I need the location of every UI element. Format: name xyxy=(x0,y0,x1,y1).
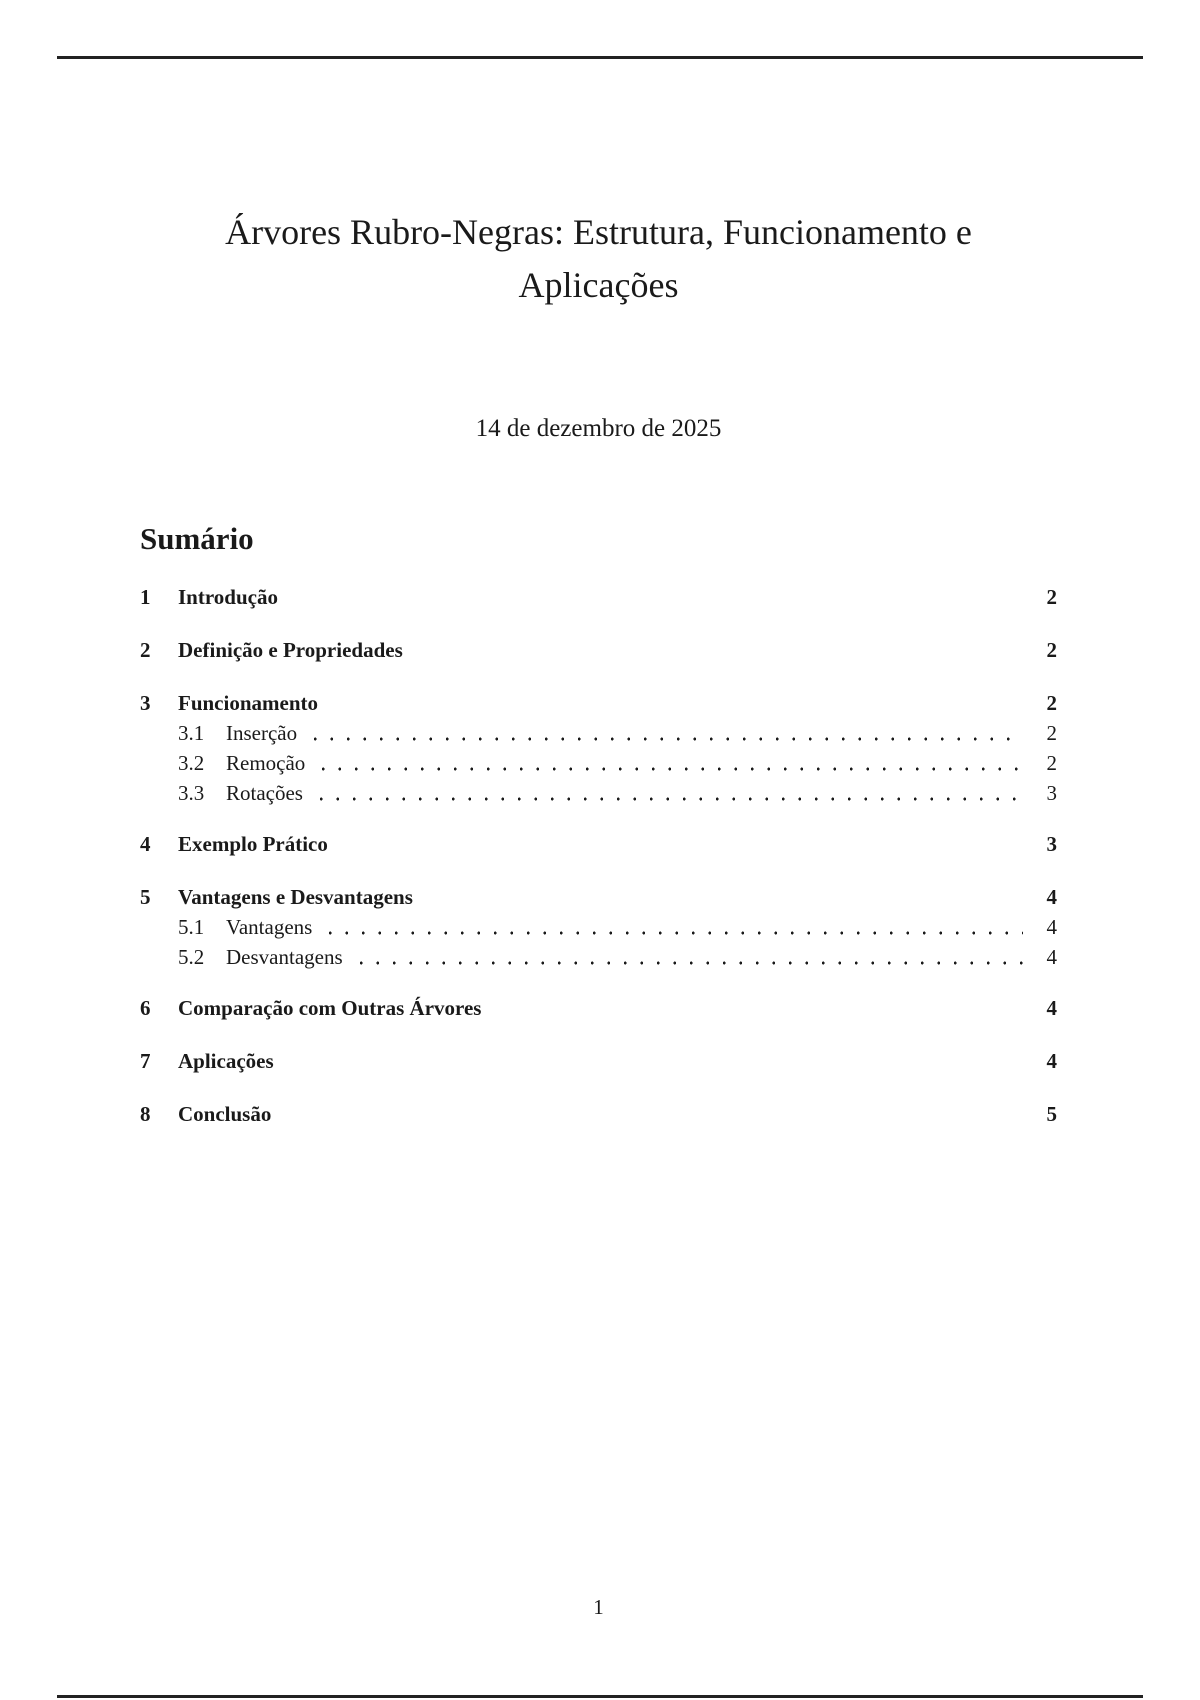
toc-entry[interactable] xyxy=(140,945,1057,970)
toc-leader-dots-icon xyxy=(338,847,1023,853)
toc-entry[interactable] xyxy=(140,638,1057,663)
toc-entry-page: 2 xyxy=(1046,691,1057,715)
toc-leader-dots-icon xyxy=(423,900,1023,906)
toc-entry[interactable] xyxy=(140,585,1057,610)
footer-page-number: 1 xyxy=(593,1595,604,1619)
toc-entry-label: Vantagens xyxy=(226,915,313,939)
toc-entry-label: Remoção xyxy=(226,751,306,775)
toc-leader-dots-icon xyxy=(353,960,1023,966)
toc-entry-label: Conclusão xyxy=(178,1102,272,1126)
toc-entry-page: 2 xyxy=(1046,751,1057,775)
toc-entry-label: Definição e Propriedades xyxy=(178,638,403,662)
toc-entry[interactable] xyxy=(140,915,1057,940)
toc-entry-number: 5.1 xyxy=(178,915,205,939)
toc-entry-page: 5 xyxy=(1046,1102,1057,1126)
toc-entry-number: 3.2 xyxy=(178,751,205,775)
toc-entry-number: 5.2 xyxy=(178,945,205,969)
footer-rule xyxy=(57,1695,1143,1698)
toc-entry-label: Rotações xyxy=(226,781,303,805)
toc-entry-label: Funcionamento xyxy=(178,691,319,715)
toc-leader-dots-icon xyxy=(284,1064,1023,1070)
toc-entry[interactable] xyxy=(140,885,1057,910)
toc-entry-number: 1 xyxy=(140,585,151,609)
toc-heading: Sumário xyxy=(140,521,254,556)
toc-entry-page: 2 xyxy=(1046,721,1057,745)
table-of-contents xyxy=(140,583,1057,1127)
toc-entry-number: 7 xyxy=(140,1049,151,1073)
toc-entry[interactable] xyxy=(140,691,1057,716)
toc-leader-dots-icon xyxy=(288,600,1023,606)
toc-entry[interactable] xyxy=(140,1049,1057,1074)
toc-leader-dots-icon xyxy=(322,930,1023,936)
toc-entry-page: 3 xyxy=(1046,832,1057,856)
toc-entry-number: 3.1 xyxy=(178,721,205,745)
document-date: 14 de dezembro de 2025 xyxy=(475,415,722,442)
toc-entry-number: 5 xyxy=(140,885,151,909)
toc-entry-page: 4 xyxy=(1046,945,1057,969)
toc-entry-number: 4 xyxy=(140,832,151,856)
toc-entry-page: 4 xyxy=(1046,885,1057,909)
toc-leader-dots-icon xyxy=(281,1117,1023,1123)
toc-entry-page: 4 xyxy=(1046,1049,1057,1073)
toc-entry-number: 8 xyxy=(140,1102,151,1126)
toc-entry[interactable] xyxy=(140,832,1057,857)
toc-entry-label: Inserção xyxy=(226,721,298,745)
toc-leader-dots-icon xyxy=(491,1011,1023,1017)
toc-entry-number: 2 xyxy=(140,638,151,662)
toc-entry-label: Desvantagens xyxy=(226,945,343,969)
toc-entry[interactable] xyxy=(140,781,1057,806)
toc-entry-page: 3 xyxy=(1046,781,1057,805)
toc-entry-page: 4 xyxy=(1046,915,1057,939)
header-rule xyxy=(57,56,1143,59)
toc-entry-page: 4 xyxy=(1046,996,1057,1020)
toc-entry-label: Aplicações xyxy=(178,1049,274,1073)
document-title xyxy=(140,206,1057,312)
toc-entry-label: Vantagens e Desvantagens xyxy=(178,885,413,909)
toc-entry-label: Comparação com Outras Árvores xyxy=(178,996,482,1020)
toc-entry-number: 3.3 xyxy=(178,781,205,805)
toc-entry-number: 6 xyxy=(140,996,151,1020)
toc-leader-dots-icon xyxy=(313,796,1023,802)
document-title-line2: Aplicações xyxy=(518,265,679,305)
toc-entry-label: Exemplo Prático xyxy=(178,832,328,856)
toc-leader-dots-icon xyxy=(328,706,1023,712)
toc-entry[interactable] xyxy=(140,996,1057,1021)
toc-entry-page: 2 xyxy=(1046,638,1057,662)
toc-leader-dots-icon xyxy=(315,766,1023,772)
toc-entry-label: Introdução xyxy=(178,585,278,609)
toc-entry[interactable] xyxy=(140,751,1057,776)
toc-entry[interactable] xyxy=(140,721,1057,746)
toc-entry-page: 2 xyxy=(1046,585,1057,609)
toc-leader-dots-icon xyxy=(307,736,1023,742)
toc-entry-number: 3 xyxy=(140,691,151,715)
toc-leader-dots-icon xyxy=(413,653,1023,659)
toc-entry[interactable] xyxy=(140,1102,1057,1127)
document-title-line1: Árvores Rubro-Negras: Estrutura, Funcionamento e xyxy=(225,212,972,252)
